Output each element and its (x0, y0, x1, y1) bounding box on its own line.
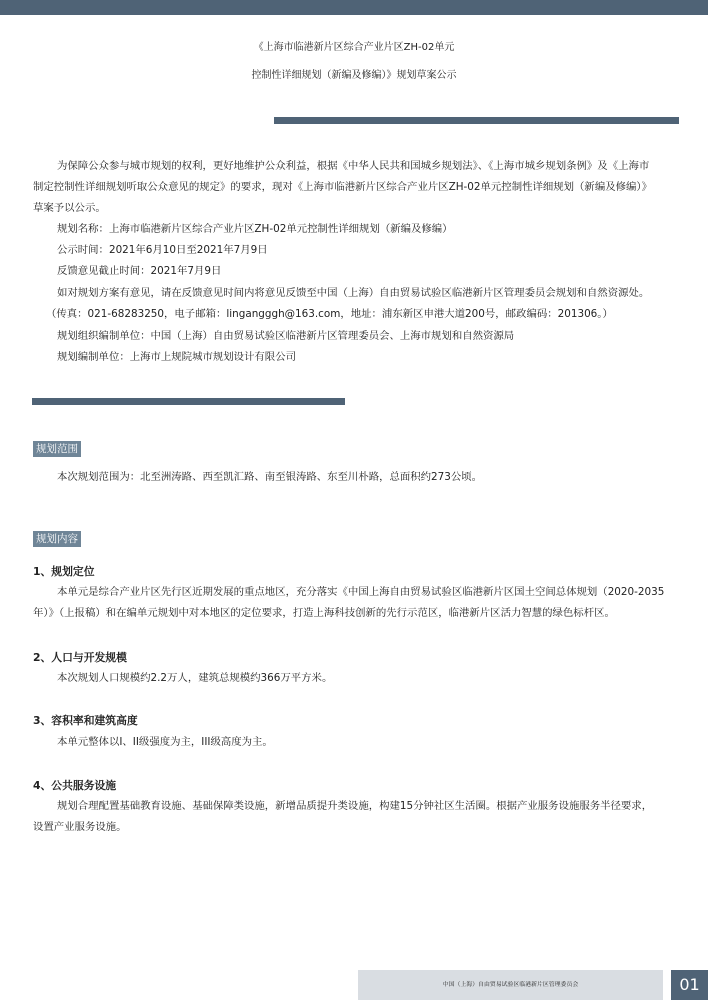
positioning-text-line-2: 年）》（上报稿）和在编单元规划中对本地区的定位要求，打造上海科技创新的先行示范区，临港新片区活力智慧的绿色标杆区。 (33, 607, 615, 619)
content-heading-public-services: 4、公共服务设施 (33, 779, 117, 792)
plan-name: 规划名称：上海市临港新片区综合产业片区ZH-02单元控制性详细规划（新编及修编） (57, 223, 453, 235)
organizer-unit: 规划组织编制单位：中国（上海）自由贸易试验区临港新片区管理委员会、上海市规划和自然资源局 (57, 330, 515, 342)
title-divider-bar (274, 117, 679, 124)
density-text: 本单元整体以I、II级强度为主，III级高度为主。 (57, 736, 273, 748)
public-services-text-line-2: 设置产业服务设施。 (33, 821, 127, 833)
intro-paragraph-line-3: 草案予以公示。 (33, 202, 106, 214)
public-services-text-line-1: 规划合理配置基础教育设施、基础保障类设施，新增品质提升类设施，构建15分钟社区生活圈。根据产业服务设施服务半径要求， (57, 800, 653, 812)
page-title-line-1: 《上海市临港新片区综合产业片区ZH-02单元 (253, 42, 455, 53)
content-heading-positioning: 1、规划定位 (33, 565, 95, 578)
intro-paragraph-line-2: 制定控制性详细规划听取公众意见的规定》的要求，现对《上海市临港新片区综合产业片区ZH-02单元控制性详细规划（新编及修编）》 (33, 181, 652, 193)
scope-text: 本次规划范围为：北至洲涛路、西至凯汇路、南至银涛路、东至川朴路，总面积约273公顷。 (57, 471, 483, 483)
page-number: 01 (671, 970, 708, 1000)
content-heading-population: 2、人口与开发规模 (33, 651, 127, 664)
top-header-bar (0, 0, 708, 15)
footer-organization: 中国（上海）自由贸易试验区临港新片区管理委员会 (358, 970, 663, 1000)
contact-info: （传真：021-68283250，电子邮箱：lingangggh@163.com，地址：浦东新区申港大道200号，邮政编码：201306。） (46, 308, 613, 320)
feedback-deadline: 反馈意见截止时间：2021年7月9日 (57, 265, 222, 277)
feedback-instructions: 如对规划方案有意见，请在反馈意见时间内将意见反馈至中国（上海）自由贸易试验区临港新片区管理委员会规划和自然资源处。 (57, 287, 650, 299)
intro-paragraph-line-1: 为保障公众参与城市规划的权利，更好地维护公众利益，根据《中华人民共和国城乡规划法》、《上海市城乡规划条例》及《上海市 (57, 160, 650, 172)
section-tag-content: 规划内容 (33, 531, 81, 547)
compiler-unit: 规划编制单位：上海市上规院城市规划设计有限公司 (57, 351, 296, 363)
population-text: 本次规划人口规模约2.2万人，建筑总规模约366万平方米。 (57, 672, 333, 684)
section-divider-bar (32, 398, 345, 405)
section-tag-scope: 规划范围 (33, 441, 81, 457)
content-heading-density: 3、容积率和建筑高度 (33, 714, 138, 727)
notice-time: 公示时间：2021年6月10日至2021年7月9日 (57, 244, 268, 256)
positioning-text-line-1: 本单元是综合产业片区先行区近期发展的重点地区，充分落实《中国上海自由贸易试验区临港新片区国土空间总体规划（2020-2035 (57, 586, 665, 598)
page-title-line-2: 控制性详细规划（新编及修编）》规划草案公示 (251, 70, 457, 81)
